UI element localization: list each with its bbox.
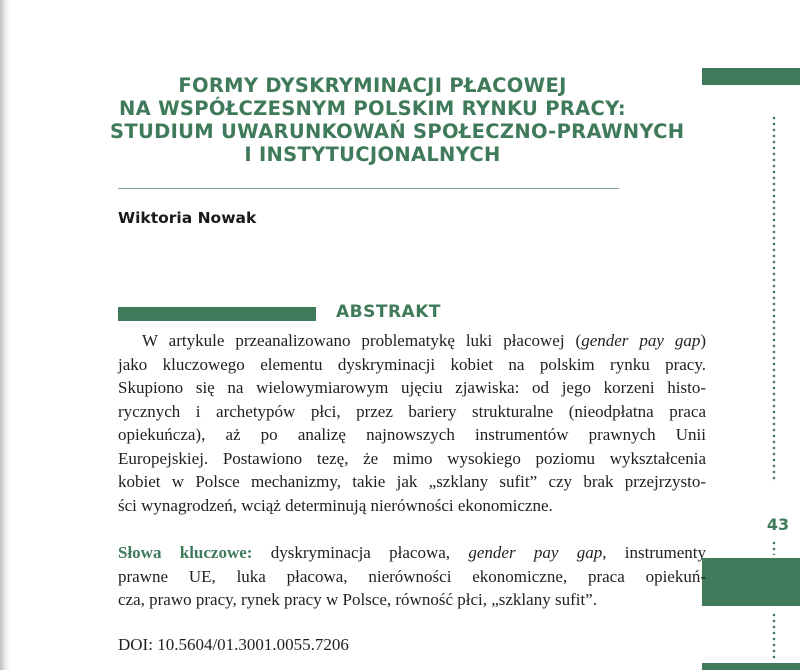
abstract-line: ści wynagrodzeń, wciąż determinują nierówności ekonomiczne. [118,495,553,515]
article-title [110,74,685,166]
abstract-line: W artykule przeanalizowano problematykę luki płacowej (gender pay gap) [142,331,706,350]
abstract-line: Europejskiej. Postawiono tezę, że mimo wysokiego poziomu wykształcenia [118,448,706,468]
doi: DOI: 10.5604/01.3001.0055.7206 [118,635,349,654]
abstract-line: rycznych i archetypów płci, przez bariery strukturalne (nieodpłatna praca [118,401,706,421]
keywords-line: prawne UE, luka płacowa, nierówności ekonomiczne, praca opiekuń- [118,566,706,586]
dotted-side-line [772,115,776,483]
abstract-text [118,329,706,517]
keywords-line: Słowa kluczowe: dyskryminacja płacowa, gender pay gap, instrumenty [118,543,706,562]
abstract-line: jako kluczowego elementu dyskryminacji kobiet na polskim rynku pracy. [118,354,706,374]
title-line: I INSTYTUCJONALNYCH [244,143,501,166]
title-divider [118,188,619,189]
side-tab-bottom [702,663,800,670]
title-line: STUDIUM UWARUNKOWAŃ SPOŁECZNO-PRAWNYCH [110,120,685,143]
dotted-side-line-lower [772,540,776,555]
title-line: NA WSPÓŁCZESNYM POLSKIM RYNKU PRACY: [118,97,626,120]
title-line: FORMY DYSKRYMINACJI PŁACOWEJ [178,74,567,97]
abstract-line: opiekuńcza), aż po analizę najnowszych instrumentów prawnych Unii [118,425,706,444]
abstract-heading: ABSTRAKT [336,302,441,322]
keywords-block [118,541,706,612]
abstract-line: Skupiono się na wielowymiarowym ujęciu zjawiska: od jego korzeni histo- [118,378,706,397]
dotted-side-line-bottom [772,612,776,660]
abstract-heading-bar [118,307,316,321]
author-name: Wiktoria Nowak [118,209,257,227]
keywords-label: Słowa kluczowe: [118,543,253,562]
side-tab-top [702,68,800,85]
term-gender-pay-gap: gender pay gap [581,331,701,350]
document-page [10,0,800,670]
side-tab-middle [702,558,800,606]
keywords-line: cza, prawo pracy, rynek pracy w Polsce, równość płci, „szklany sufit”. [118,590,597,609]
page-gutter-shadow [0,0,10,670]
page-number: 43 [766,515,790,534]
abstract-line: kobiet w Polsce mechanizmy, takie jak „szklany sufit” czy brak przejrzysto- [118,472,706,491]
